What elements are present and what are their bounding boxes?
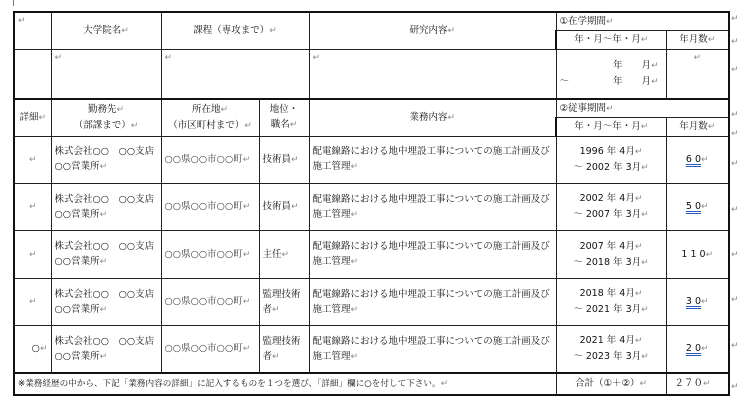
- duties-cell[interactable]: 配電線路における地中埋設工事についての施工計画及び施工管理↵: [309, 184, 556, 231]
- detail-cell[interactable]: ↵: [14, 278, 51, 325]
- row-end-mark: ↵: [731, 65, 739, 75]
- work-years-header: 年月数↵: [666, 118, 729, 136]
- position-cell[interactable]: 監理技術者↵: [259, 278, 309, 325]
- duties-cell[interactable]: 配電線路における地中埋設工事についての施工計画及び施工管理↵: [309, 136, 556, 183]
- position-cell[interactable]: 監理技術者↵: [259, 326, 309, 373]
- detail-cell[interactable]: ○↵: [14, 326, 51, 373]
- row-end-mark: ↵: [731, 341, 739, 351]
- school-entry-blank: [14, 49, 51, 99]
- row-end-mark: ↵: [731, 37, 739, 47]
- position-cell[interactable]: 技術員↵: [259, 184, 309, 231]
- university-name-header: 大学院名↵: [51, 12, 161, 49]
- employer-cell[interactable]: 株式会社○○ ○○支店 ○○営業所↵: [51, 231, 161, 278]
- row-end-mark: ↵: [731, 110, 739, 120]
- work-range-header: 年・月～年・月↵: [556, 118, 666, 136]
- location-cell[interactable]: ○○県○○市○○町↵: [161, 326, 259, 373]
- row-end-mark: ↵: [731, 159, 739, 169]
- row-end-mark: ↵: [731, 14, 739, 24]
- employer-cell[interactable]: 株式会社○○ ○○支店 ○○営業所↵: [51, 278, 161, 325]
- total-label: 合計（①＋②）↵: [556, 373, 666, 395]
- location-header: 所在地↵ （市区町村まで）↵: [161, 99, 259, 136]
- work-period-section-header: ②従事期間↵: [556, 99, 729, 118]
- school-entry-row: [14, 49, 729, 99]
- work-period-cell[interactable]: 1996 年 4月↵ ～ 2002 年 3月↵: [556, 136, 666, 183]
- location-cell[interactable]: ○○県○○市○○町↵: [161, 278, 259, 325]
- duties-cell[interactable]: 配電線路における地中埋設工事についての施工計画及び施工管理↵: [309, 326, 556, 373]
- work-period-cell[interactable]: 2021 年 4月↵ ～ 2023 年 3月↵: [556, 326, 666, 373]
- school-header-row-1: [14, 12, 729, 31]
- employer-header: 勤務先↵ （部課まで）↵: [51, 99, 161, 136]
- work-years-cell[interactable]: 5 0↵: [666, 184, 729, 231]
- duties-header: 業務内容↵: [309, 99, 556, 136]
- detail-cell[interactable]: ↵: [14, 231, 51, 278]
- work-period-cell[interactable]: 2002 年 4月↵ ～ 2007 年 3月↵: [556, 184, 666, 231]
- career-history-table: [13, 11, 730, 396]
- employer-cell[interactable]: 株式会社○○ ○○支店 ○○営業所↵: [51, 326, 161, 373]
- location-cell[interactable]: ○○県○○市○○町↵: [161, 184, 259, 231]
- school-blank-cell: ↵: [14, 12, 51, 49]
- detail-cell[interactable]: ↵: [14, 184, 51, 231]
- work-years-cell[interactable]: 6 0↵: [666, 136, 729, 183]
- detail-header: 詳細↵: [14, 99, 51, 136]
- location-cell[interactable]: ○○県○○市○○町↵: [161, 136, 259, 183]
- work-row: [14, 278, 729, 325]
- enrollment-years-value[interactable]: ↵: [666, 49, 729, 99]
- page-margin-line: [13, 0, 14, 6]
- work-years-cell[interactable]: 2 0↵: [666, 326, 729, 373]
- work-years-cell[interactable]: 3 0↵: [666, 278, 729, 325]
- research-content-value[interactable]: ↵: [309, 49, 556, 99]
- work-header-row-1: [14, 99, 729, 118]
- duties-cell[interactable]: 配電線路における地中埋設工事についての施工計画及び施工管理↵: [309, 278, 556, 325]
- total-value[interactable]: ２７０↵: [666, 373, 729, 395]
- university-name-value[interactable]: ↵: [51, 49, 161, 99]
- course-header: 課程（専攻まで）↵: [161, 12, 309, 49]
- work-row: [14, 326, 729, 373]
- position-cell[interactable]: 主任↵: [259, 231, 309, 278]
- location-cell[interactable]: ○○県○○市○○町↵: [161, 231, 259, 278]
- row-end-mark: ↵: [731, 295, 739, 305]
- position-cell[interactable]: 技術員↵: [259, 136, 309, 183]
- footer-row: [14, 373, 729, 395]
- employer-cell[interactable]: 株式会社○○ ○○支店 ○○営業所↵: [51, 184, 161, 231]
- selection-note: ※業務経歴の中から、下記「業務内容の詳細」に記入するものを１つを選び、「詳細」欄に○を付して下さい。↵: [14, 373, 556, 395]
- work-row: [14, 136, 729, 183]
- row-end-mark: ↵: [731, 129, 739, 139]
- research-content-header: 研究内容↵: [309, 12, 556, 49]
- detail-cell[interactable]: ↵: [14, 136, 51, 183]
- work-period-cell[interactable]: 2007 年 4月↵ ～ 2018 年 3月↵: [556, 231, 666, 278]
- enrollment-range-value[interactable]: 年 月↵ ～ 年 月↵: [556, 49, 666, 99]
- enrollment-period-section-header: ①在学期間↵: [556, 12, 729, 31]
- position-header: 地位・ 職名↵: [259, 99, 309, 136]
- work-row: [14, 184, 729, 231]
- course-value[interactable]: ↵: [161, 49, 309, 99]
- work-period-cell[interactable]: 2018 年 4月↵ ～ 2021 年 3月↵: [556, 278, 666, 325]
- row-end-mark: ↵: [731, 382, 739, 392]
- enrollment-years-header: 年月数↵: [666, 31, 729, 49]
- employer-cell[interactable]: 株式会社○○ ○○支店 ○○営業所↵: [51, 136, 161, 183]
- enrollment-range-header: 年・月～年・月↵: [556, 31, 666, 49]
- work-years-cell[interactable]: 1 1 0↵: [666, 231, 729, 278]
- duties-cell[interactable]: 配電線路における地中埋設工事についての施工計画及び施工管理↵: [309, 231, 556, 278]
- row-end-mark: ↵: [731, 250, 739, 260]
- work-row: [14, 231, 729, 278]
- row-end-mark: ↵: [731, 205, 739, 215]
